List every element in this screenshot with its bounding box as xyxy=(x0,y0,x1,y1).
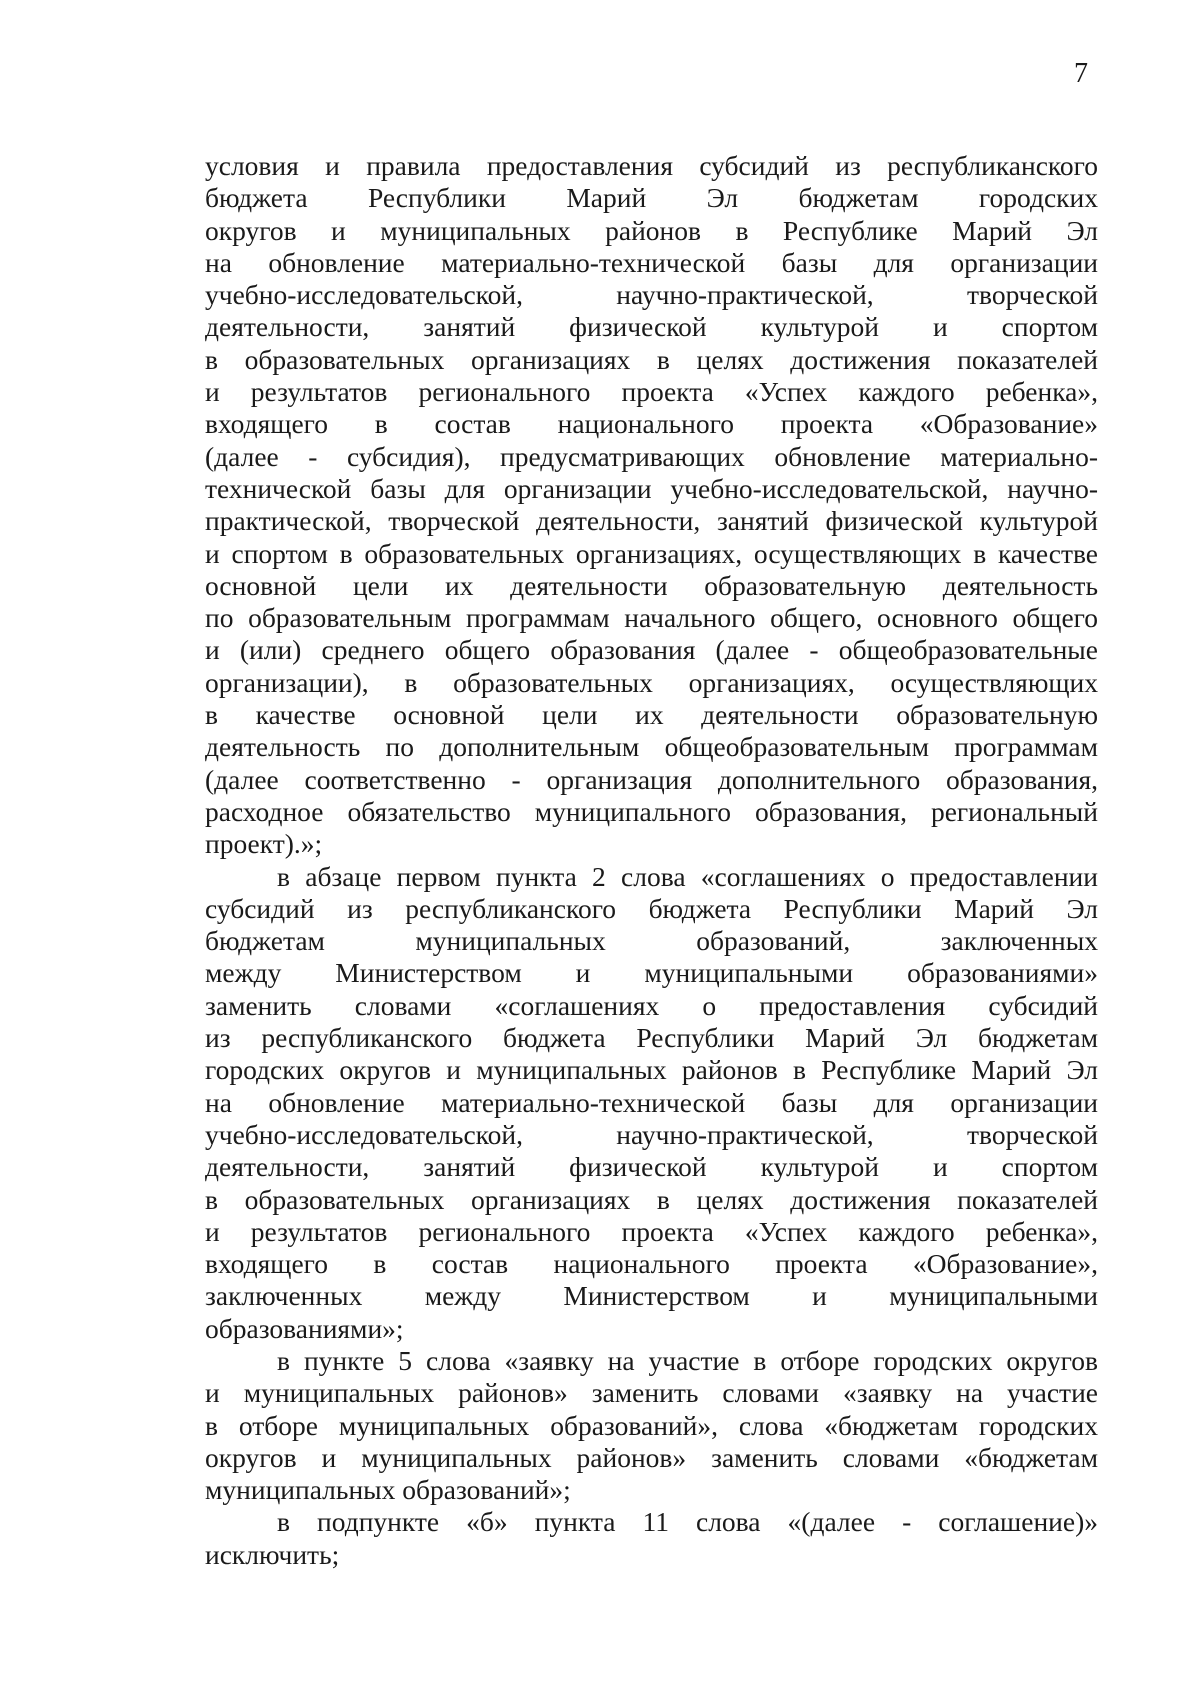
text-line: деятельности, занятий физической культурой и спортом xyxy=(205,311,1098,343)
paragraph-conditions xyxy=(205,150,1098,861)
text-line: между Министерством и муниципальными образованиями» xyxy=(205,957,1098,989)
text-line: (далее - субсидия), предусматривающих обновление материально- xyxy=(205,440,1098,472)
text-line: на обновление материально-технической базы для организации xyxy=(205,246,1098,278)
text-line: и муниципальных районов» заменить словами «заявку на участие xyxy=(205,1377,1098,1409)
text-line: технической базы для организации учебно-исследовательской, научно- xyxy=(205,472,1098,504)
text-line: расходное обязательство муниципального образования, региональный xyxy=(205,795,1098,827)
text-line: учебно-исследовательской, научно-практической, творческой xyxy=(205,279,1098,311)
text-line: организации), в образовательных организациях, осуществляющих xyxy=(205,666,1098,698)
text-line: округов и муниципальных районов в Республике Марий Эл xyxy=(205,214,1098,246)
text-line: входящего в состав национального проекта «Образование» xyxy=(205,408,1098,440)
text-line: в образовательных организациях в целях достижения показателей xyxy=(205,1183,1098,1215)
text-line: бюджетам муниципальных образований, заключенных xyxy=(205,925,1098,957)
paragraph-clause-5 xyxy=(205,1345,1098,1506)
text-line: городских округов и муниципальных районов в Республике Марий Эл xyxy=(205,1054,1098,1086)
text-line: в пункте 5 слова «заявку на участие в отборе городских округов xyxy=(277,1344,1098,1376)
page-number: 7 xyxy=(1074,58,1088,89)
text-line: в отборе муниципальных образований», слова «бюджетам городских xyxy=(205,1409,1098,1441)
text-line: заключенных между Министерством и муниципальными xyxy=(205,1280,1098,1312)
text-line: исключить; xyxy=(205,1538,340,1570)
text-line: и результатов регионального проекта «Успех каждого ребенка», xyxy=(205,376,1098,408)
text-line: практической, творческой деятельности, занятий физической культурой xyxy=(205,505,1098,537)
text-line: из республиканского бюджета Республики Марий Эл бюджетам xyxy=(205,1022,1098,1054)
text-line: в образовательных организациях в целях достижения показателей xyxy=(205,343,1098,375)
text-line: условия и правила предоставления субсидий из республиканского xyxy=(205,150,1098,181)
text-line: в качестве основной цели их деятельности образовательную xyxy=(205,699,1098,731)
text-line: (далее соответственно - организация дополнительного образования, xyxy=(205,763,1098,795)
text-line: и (или) среднего общего образования (далее - общеобразовательные xyxy=(205,634,1098,666)
text-line: округов и муниципальных районов» заменить словами «бюджетам xyxy=(205,1441,1098,1473)
text-line: субсидий из республиканского бюджета Республики Марий Эл xyxy=(205,892,1098,924)
text-line: в абзаце первом пункта 2 слова «соглашениях о предоставлении xyxy=(277,860,1098,892)
text-line: основной цели их деятельности образовательную деятельность xyxy=(205,569,1098,601)
document-body xyxy=(205,150,1098,1571)
text-line: бюджета Республики Марий Эл бюджетам городских xyxy=(205,182,1098,214)
text-line: образованиями»; xyxy=(205,1312,404,1344)
text-line: заменить словами «соглашениях о предоставления субсидий xyxy=(205,989,1098,1021)
text-line: учебно-исследовательской, научно-практической, творческой xyxy=(205,1118,1098,1150)
paragraph-clause-2 xyxy=(205,861,1098,1345)
text-line: деятельности, занятий физической культурой и спортом xyxy=(205,1151,1098,1183)
text-line: проект).»; xyxy=(205,828,323,860)
paragraph-clause-11 xyxy=(205,1506,1098,1571)
text-line: по образовательным программам начального общего, основного общего xyxy=(205,602,1098,634)
text-line: в подпункте «б» пункта 11 слова «(далее - соглашение)» xyxy=(277,1506,1098,1538)
text-line: входящего в состав национального проекта «Образование», xyxy=(205,1248,1098,1280)
text-line: и спортом в образовательных организациях, осуществляющих в качестве xyxy=(205,537,1098,569)
text-line: муниципальных образований»; xyxy=(205,1474,571,1506)
text-line: и результатов регионального проекта «Успех каждого ребенка», xyxy=(205,1215,1098,1247)
text-line: деятельность по дополнительным общеобразовательным программам xyxy=(205,731,1098,763)
text-line: на обновление материально-технической базы для организации xyxy=(205,1086,1098,1118)
